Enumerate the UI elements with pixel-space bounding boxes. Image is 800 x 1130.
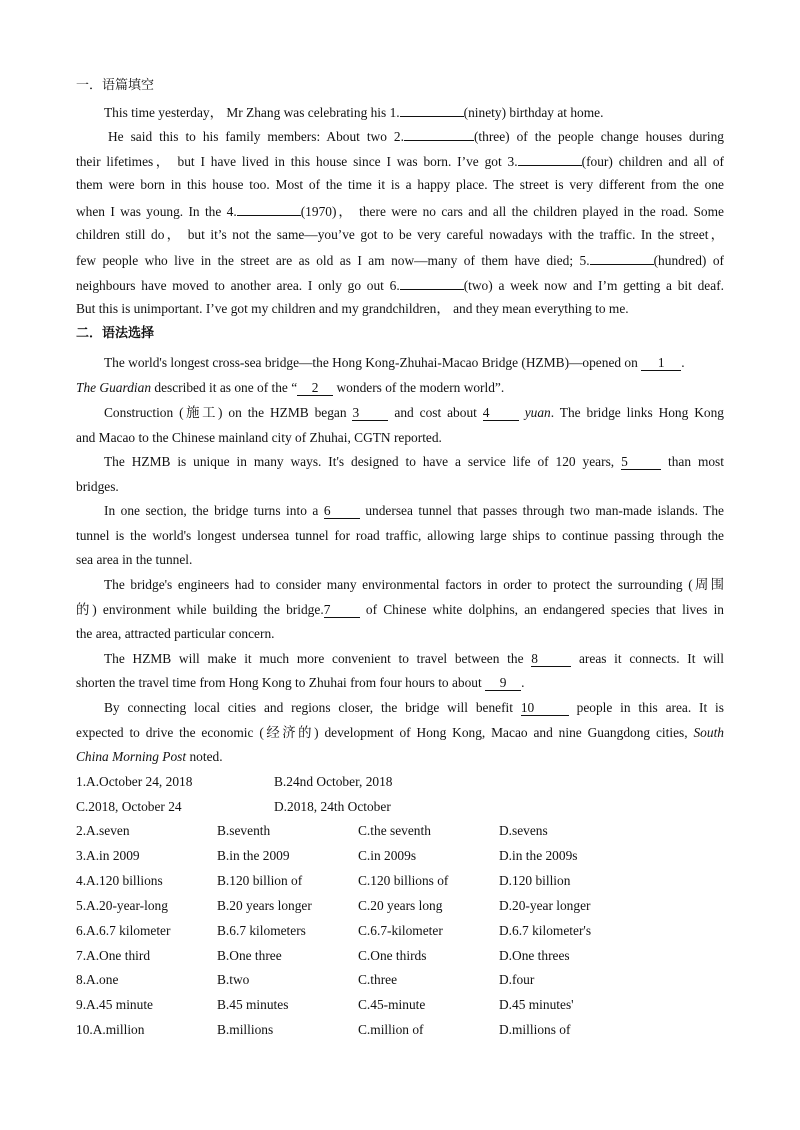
q6-option-d[interactable]: D.6.7 kilometer's — [499, 922, 592, 938]
blank-q10[interactable]: 10 — [521, 701, 569, 716]
s2-text: The HZMB is unique in many ways. It's designed to have a service life of 120 years, — [104, 454, 615, 469]
blank-q6[interactable]: 6 — [324, 504, 360, 519]
q3-option-d[interactable]: D.in the 2009s — [499, 847, 578, 863]
blank-q9[interactable]: 9 — [485, 676, 521, 691]
s1-line-2-text: He said this to his family members: About two 2. — [108, 129, 404, 144]
q2-option-c[interactable]: C.the seventh — [358, 823, 431, 838]
blank-q3[interactable]: 3 — [352, 406, 388, 421]
q4-option-a[interactable]: 4.A.120 billions — [76, 872, 163, 888]
s1-line-4: them were born in this house too. Most of the time it is a happy place. The street is very different from the one — [76, 177, 724, 192]
q8-option-b[interactable]: B.two — [217, 972, 250, 988]
blank-q4[interactable]: 4 — [483, 406, 519, 421]
s2-text: 的) environment while building the bridge. — [76, 602, 324, 617]
q7-option-b[interactable]: B.One three — [217, 947, 282, 963]
blank-q5[interactable]: 5 — [621, 455, 661, 470]
s2-para5-line1: The bridge's engineers had to consider many environmental factors in order to protect the surrounding (周围 — [104, 577, 724, 592]
s1-line-3 — [76, 151, 724, 171]
q9-option-c[interactable]: C.45-minute — [358, 997, 426, 1013]
s2-text: The world's longest cross-sea bridge—the Hong Kong-Zhuhai-Macao Bridge (HZMB)—opened on — [104, 355, 638, 370]
s2-para4-line1 — [104, 502, 724, 520]
blank-q2[interactable]: 2 — [297, 381, 333, 396]
section2-heading: 二．语法选择 — [76, 326, 155, 341]
s2-text: Construction (施工) on the HZMB began — [104, 405, 347, 420]
q9-option-a[interactable]: 9.A.45 minute — [76, 997, 153, 1013]
blank-q7[interactable]: 7 — [324, 603, 360, 618]
s2-text: shorten the travel time from Hong Kong to Zhuhai from four hours to about — [76, 675, 482, 690]
q4-option-d[interactable]: D.120 billion — [499, 872, 571, 888]
q1-option-c[interactable]: C.2018, October 24 — [76, 799, 182, 814]
s2-para2-line1 — [104, 404, 724, 422]
blank-1[interactable] — [400, 102, 464, 117]
q5-option-d[interactable]: D.20-year longer — [499, 897, 591, 913]
s1-line-3-hint: (four) children and all of — [581, 154, 724, 169]
s2-text: areas it connects. It will — [578, 651, 724, 666]
q4-option-c[interactable]: C.120 billions of — [358, 872, 449, 888]
s2-text: By connecting local cities and regions closer, the bridge will benefit — [104, 700, 513, 715]
q6-option-a[interactable]: 6.A.6.7 kilometer — [76, 922, 171, 938]
s2-text: In one section, the bridge turns into a — [104, 503, 319, 518]
blank-6[interactable] — [400, 275, 464, 290]
q2-option-a[interactable]: 2.A.seven — [76, 823, 130, 838]
s2-para5-line2 — [76, 601, 724, 619]
q10-option-a[interactable]: 10.A.million — [76, 1022, 145, 1038]
s1-line-8 — [76, 275, 724, 295]
q9-option-b[interactable]: B.45 minutes — [217, 997, 289, 1013]
s1-line-3-text: their lifetimes， but I have lived in this house since I was born. I’ve got 3. — [76, 154, 518, 169]
blank-q1[interactable]: 1 — [641, 356, 681, 371]
s1-line-5-text: when I was young. In the 4. — [76, 204, 237, 219]
q6-option-b[interactable]: B.6.7 kilometers — [217, 922, 306, 938]
s1-line-2-hint: (three) of the people change houses during — [473, 129, 724, 144]
s2-para7-line3 — [76, 748, 724, 766]
the-guardian-italic: The Guardian — [76, 380, 152, 395]
s1-line-2 — [108, 126, 724, 146]
s2-para7-line1 — [104, 699, 724, 717]
s2-para2-line2: and Macao to the Chinese mainland city of Zhuhai, CGTN reported. — [76, 430, 442, 445]
q5-option-a[interactable]: 5.A.20-year-long — [76, 897, 168, 913]
s2-para1-line2 — [76, 379, 724, 397]
q3-option-a[interactable]: 3.A.in 2009 — [76, 847, 140, 863]
q10-option-d[interactable]: D.millions of — [499, 1022, 571, 1038]
blank-3[interactable] — [518, 151, 582, 166]
s2-para4-line2: tunnel is the world's longest undersea tunnel for road traffic, allowing large ships to continue passing through the — [76, 528, 724, 543]
s1-line-7 — [76, 250, 724, 270]
s2-para3-line2: bridges. — [76, 479, 119, 494]
blank-4[interactable] — [237, 201, 301, 216]
s2-text: . — [681, 355, 685, 370]
q10-option-b[interactable]: B.millions — [217, 1022, 274, 1038]
q5-option-b[interactable]: B.20 years longer — [217, 897, 312, 913]
s1-line-9: But this is unimportant. I’ve got my children and my grandchildren， and they mean everything to me. — [76, 301, 629, 316]
q4-option-b[interactable]: B.120 billion of — [217, 872, 303, 888]
s2-text: of Chinese white dolphins, an endangered species that lives in — [365, 602, 724, 617]
s2-para1-line1 — [104, 354, 724, 372]
s2-para5-line3: the area, attracted particular concern. — [76, 626, 275, 641]
s2-text: wonders of the modern world”. — [336, 380, 505, 395]
q7-option-c[interactable]: C.One thirds — [358, 947, 427, 963]
q7-option-a[interactable]: 7.A.One third — [76, 947, 151, 963]
s1-line-7-hint: (hundred) of — [653, 253, 724, 268]
q8-option-c[interactable]: C.three — [358, 972, 398, 988]
s2-text: described it as one of the “ — [154, 380, 298, 395]
s2-text: noted. — [189, 749, 223, 764]
s2-text: than most — [667, 454, 724, 469]
q7-option-d[interactable]: D.One threes — [499, 947, 570, 963]
q2-option-b[interactable]: B.seventh — [217, 823, 271, 838]
s1-line-5 — [76, 201, 724, 221]
q1-option-a[interactable]: 1.A.October 24, 2018 — [76, 774, 193, 789]
q3-option-c[interactable]: C.in 2009s — [358, 847, 417, 863]
q6-option-c[interactable]: C.6.7-kilometer — [358, 922, 443, 938]
s2-text: and cost about — [394, 405, 477, 420]
s2-para6-line2 — [76, 674, 724, 692]
s1-line-1-hint: (ninety) birthday at home. — [463, 105, 604, 120]
s2-para6-line1 — [104, 650, 724, 668]
s2-para3-line1 — [104, 453, 724, 471]
section1-heading: 一．语篇填空 — [76, 78, 155, 93]
s2-para4-line3: sea area in the tunnel. — [76, 552, 193, 567]
scmp-italic-part2: China Morning Post — [76, 749, 187, 764]
q1-option-b[interactable]: B.24nd October, 2018 — [274, 774, 393, 789]
scmp-italic-part1: South — [693, 725, 724, 740]
s1-line-8-hint: (two) a week now and I’m getting a bit deaf. — [463, 278, 724, 293]
q9-option-d[interactable]: D.45 minutes' — [499, 997, 574, 1013]
q1-option-d[interactable]: D.2018, 24th October — [274, 799, 391, 814]
q5-option-c[interactable]: C.20 years long — [358, 897, 443, 913]
s1-line-7-text: few people who live in the street are as old as I am now—many of them have died; 5. — [76, 253, 590, 268]
blank-q8[interactable]: 8 — [531, 652, 571, 667]
s2-text: undersea tunnel that passes through two man-made islands. The — [365, 503, 724, 518]
s1-line-8-text: neighbours have moved to another area. I only go out 6. — [76, 278, 400, 293]
q10-option-c[interactable]: C.million of — [358, 1022, 424, 1038]
blank-5[interactable] — [590, 250, 654, 265]
yuan-italic: yuan — [524, 405, 551, 420]
s1-line-5-hint: (1970)， there were no cars and all the children played in the road. Some — [300, 204, 724, 219]
q8-option-d[interactable]: D.four — [499, 972, 535, 988]
s2-para7-line2 — [76, 724, 724, 742]
s1-line-6: children still do， but it’s not the same—you’ve got to be very careful nowadays with the traffic. In the street， — [76, 227, 724, 242]
s2-text: people in this area. It is — [576, 700, 724, 715]
s1-line-1-text: This time yesterday， Mr Zhang was celebrating his 1. — [104, 105, 400, 120]
s2-text: expected to drive the economic (经济的) development of Hong Kong, Macao and nine Guangdong cities, — [76, 725, 688, 740]
q8-option-a[interactable]: 8.A.one — [76, 972, 119, 988]
s2-text: . The bridge links Hong Kong — [550, 405, 724, 420]
s2-text: The HZMB will make it much more convenient to travel between the — [104, 651, 524, 666]
blank-2[interactable] — [404, 126, 474, 141]
s2-text: . — [521, 675, 525, 690]
q3-option-b[interactable]: B.in the 2009 — [217, 847, 290, 863]
s1-line-1 — [104, 102, 724, 122]
q2-option-d[interactable]: D.sevens — [499, 823, 548, 838]
